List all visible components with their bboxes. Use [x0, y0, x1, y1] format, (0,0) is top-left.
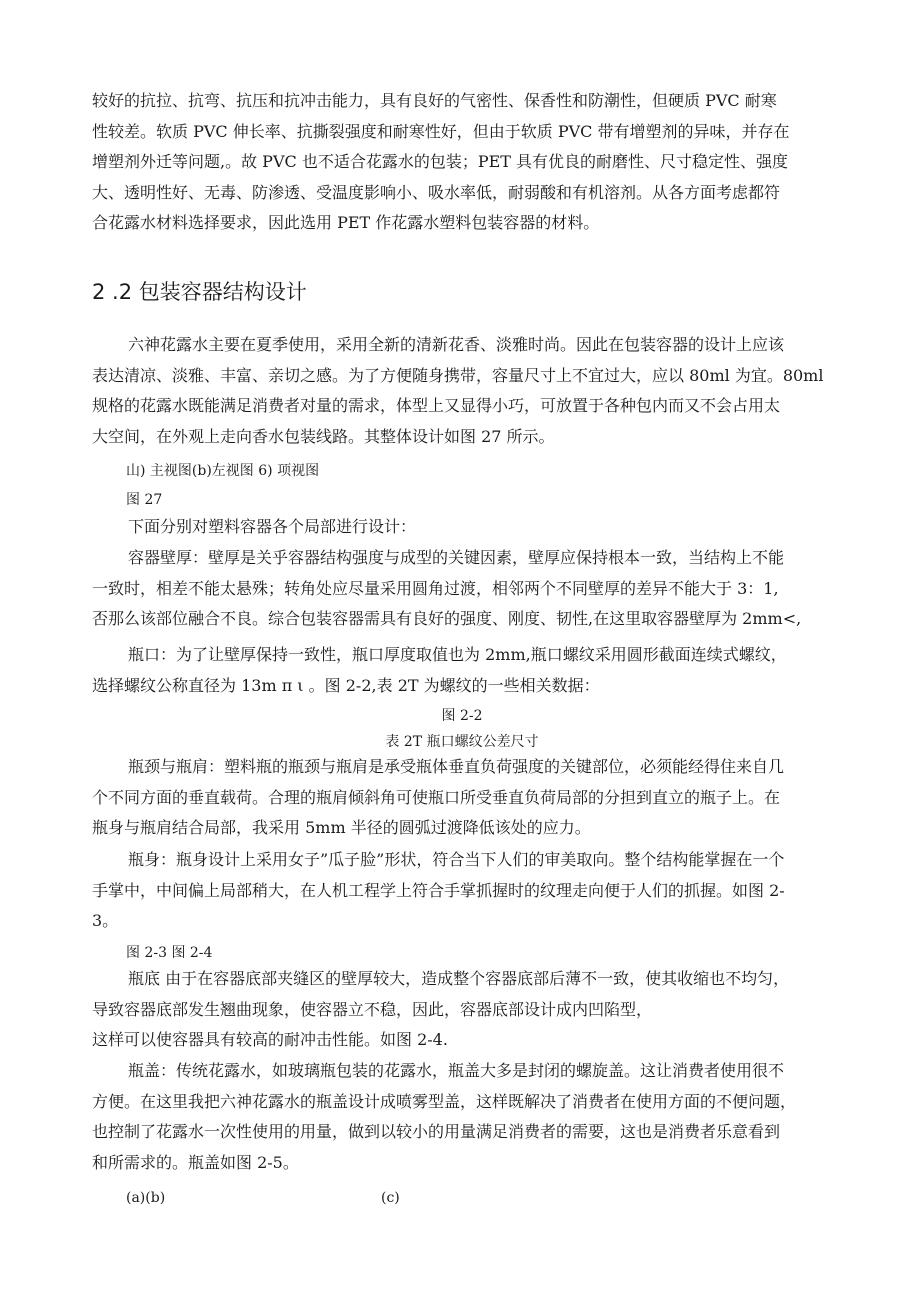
- text-line: 容器壁厚：壁厚是关乎容器结构强度与成型的关键因素，壁厚应保持根本一致，当结构上不能: [128, 548, 785, 567]
- text-line: 否那么该部位融合不良。综合包装容器需具有良好的强度、刚度、韧性,在这里取容器壁厚为 2mm<,: [92, 609, 802, 628]
- bottle-body-paragraph: [92, 845, 832, 937]
- text-line: 瓶身与瓶肩结合局部，我采用 5mm 半径的圆弧过渡降低该处的应力。: [92, 818, 591, 837]
- text-line: 瓶颈与瓶肩：塑料瓶的瓶颈与瓶肩是承受瓶体垂直负荷强度的关键部位，必须能经得住来自几: [128, 757, 785, 776]
- text-line: 手掌中，中间偏上局部稍大，在人机工程学上符合手掌抓握时的纹理走向便于人们的抓握。如图 2-: [92, 880, 785, 900]
- table-2-1-caption: 表 2T 瓶口螺纹公差尺寸: [385, 734, 539, 750]
- text-line: 表达清凉、淡雅、丰富、亲切之感。为了方便随身携带，容量尺寸上不宜过大，应以 80ml 为宜。80ml: [92, 365, 824, 385]
- text-line: 也控制了花露水一次性使用的用量，做到以较小的用量满足消费者的需要，这也是消费者乐意看到: [92, 1122, 781, 1141]
- text-line: 规格的花露水既能满足消费者对量的需求，体型上又显得小巧，可放置于各种包内而又不会占用太: [92, 396, 781, 415]
- figure-c-caption: (c): [381, 1190, 400, 1206]
- bottle-bottom-paragraph: [92, 964, 832, 1056]
- text-line: 性较差。软质 PVC 伸长率、抗撕裂强度和耐寒性好，但由于软质 PVC 带有增塑剂的异味，并存在: [92, 121, 790, 141]
- text-line: 下面分别对塑料容器各个局部进行设计：: [128, 517, 417, 536]
- text-line: 瓶底 由于在容器底部夹缝区的壁厚较大，造成整个容器底部后薄不一致，使其收缩也不均匀，: [128, 969, 790, 988]
- text-line: 瓶盖：传统花露水，如玻璃瓶包装的花露水，瓶盖大多是封闭的螺旋盖。这让消费者使用很不: [128, 1061, 785, 1080]
- bottle-cap-paragraph: [92, 1056, 832, 1178]
- text-line: 六神花露水主要在夏季使用，采用全新的清新花香、淡雅时尚。因此在包装容器的设计上应该: [128, 335, 785, 354]
- text-line: 大、透明性好、无毒、防渗透、受温度影响小、吸水率低，耐弱酸和有机溶剂。从各方面考虑都符: [92, 182, 781, 202]
- text-line: 导致容器底部发生翘曲现象，使容器立不稳，因此，容器底部设计成内凹陷型，: [92, 999, 653, 1019]
- bottle-mouth-paragraph: [92, 640, 832, 701]
- text-line: 选择螺纹公称直径为 13m π ι 。图 2-2,表 2T 为螺纹的一些相关数据：: [92, 675, 600, 695]
- text-line: 瓶口：为了让壁厚保持一致性，瓶口厚度取值也为 2mm,瓶口螺纹采用圆形截面连续式螺纹，: [128, 645, 787, 664]
- text-line: 大空间，在外观上走向香水包装线路。其整体设计如图 27 所示。: [92, 426, 555, 446]
- text-line: 瓶身：瓶身设计上采用女子”瓜子脸”形状，符合当下人们的审美取向。整个结构能掌握在一个: [128, 850, 785, 869]
- text-line: 个不同方面的垂直载荷。合理的瓶肩倾斜角可使瓶口所受垂直负荷局部的分担到直立的瓶子上。在: [92, 787, 781, 807]
- figure-ab-caption: (a)(b): [126, 1190, 166, 1206]
- text-line: 增塑剂外迁等问题,。故 PVC 也不适合花露水的包装；PET 具有优良的耐磨性、尺寸稳定性、强度: [92, 152, 789, 171]
- text-line: 和所需求的。瓶盖如图 2-5。: [92, 1152, 299, 1172]
- figure-27-caption: 图 27: [126, 492, 163, 508]
- figure-2-2-caption: 图 2-2: [441, 708, 483, 724]
- text-line: 一致时，相差不能太悬殊；转角处应尽量采用圆角过渡，相邻两个不同壁厚的差异不能大于 3：1,: [92, 578, 779, 598]
- intro-paragraph: [92, 86, 832, 239]
- text-line: 方便。在这里我把六神花露水的瓶盖设计成喷雾型盖，这样既解决了消费者在使用方面的不便问题，: [92, 1091, 797, 1111]
- neck-shoulder-paragraph: [92, 752, 832, 844]
- figure-2-3-2-4-caption: 图 2-3 图 2-4: [126, 945, 213, 961]
- parts-intro-paragraph: [92, 512, 832, 543]
- section-heading: 2 .2 包装容器结构设计: [92, 280, 307, 304]
- text-line: 3。: [92, 911, 119, 930]
- design-paragraph: [92, 330, 832, 452]
- text-line: 合花露水材料选择要求，因此选用 PET 作花露水塑料包装容器的材料。: [92, 213, 600, 232]
- figure-views-caption: 山) 主视图(b)左视图 6) 项视图: [126, 463, 320, 479]
- text-line: 这样可以使容器具有较高的耐冲击性能。如图 2-4.: [92, 1030, 448, 1049]
- wall-thickness-paragraph: [92, 543, 832, 635]
- text-line: 较好的抗拉、抗弯、抗压和抗冲击能力，具有良好的气密性、保香性和防潮性，但硬质 PVC 耐寒: [92, 91, 777, 110]
